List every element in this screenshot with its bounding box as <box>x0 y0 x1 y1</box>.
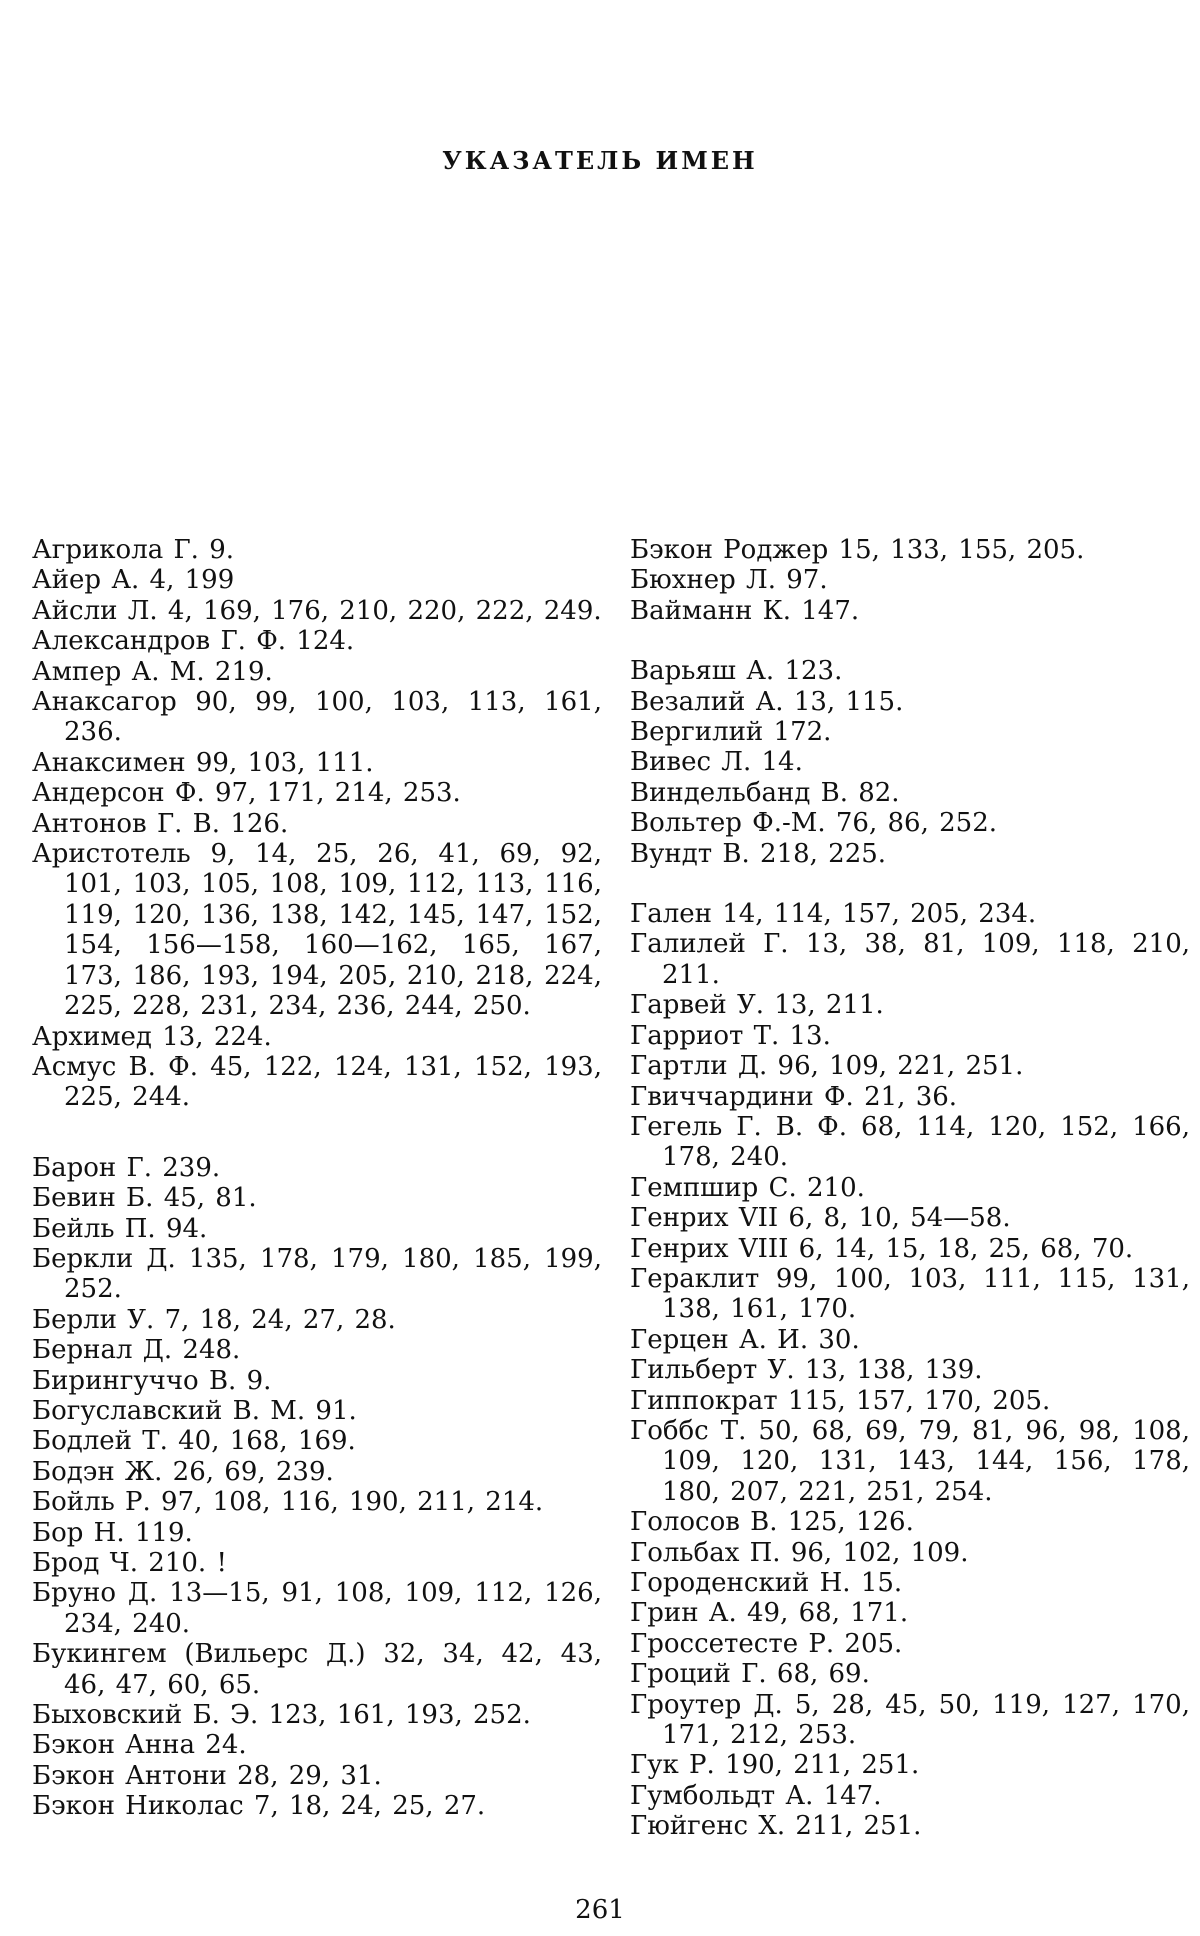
index-entry: Ампер А. М. 219. <box>32 656 273 687</box>
page-number: 261 <box>575 1895 625 1925</box>
index-entry: Богуславский В. М. 91. <box>32 1395 357 1426</box>
index-title: УКАЗАТЕЛЬ ИМЕН <box>442 146 758 175</box>
index-entry: Быховский Б. Э. 123, 161, 193, 252. <box>32 1700 531 1731</box>
index-entry: Галилей Г. 13, 38, 81, 109, 118, 210, 211. <box>630 929 1190 990</box>
index-entry: Бодлей Т. 40, 168, 169. <box>32 1426 356 1457</box>
index-entry: Бернал Д. 248. <box>32 1335 241 1366</box>
index-entry: Александров Г. Ф. 124. <box>32 626 355 657</box>
index-column-left <box>32 535 602 1822</box>
index-entry: Гук Р. 190, 211, 251. <box>630 1750 920 1781</box>
index-entry: Генрих VIII 6, 14, 15, 18, 25, 68, 70. <box>630 1233 1134 1264</box>
index-entry: Бевин Б. 45, 81. <box>32 1183 257 1214</box>
index-entry: Гроутер Д. 5, 28, 45, 50, 119, 127, 170, 171, 212, 253. <box>630 1689 1190 1751</box>
index-entry: Голосов В. 125, 126. <box>630 1507 914 1538</box>
index-entry: Бейль П. 94. <box>32 1213 208 1244</box>
index-entry: Анаксагор 90, 99, 100, 103, 113, 161, 236. <box>32 687 602 748</box>
index-entry: Герцен А. И. 30. <box>630 1324 860 1355</box>
index-entry: Генрих VII 6, 8, 10, 54—58. <box>630 1203 1011 1234</box>
index-entry: Антонов Г. В. 126. <box>32 808 289 839</box>
index-entry: Бирингуччо В. 9. <box>32 1365 272 1396</box>
index-entry: Айсли Л. 4, 169, 176, 210, 220, 222, 249. <box>32 595 602 626</box>
index-entry: Вольтер Ф.-М. 76, 86, 252. <box>630 808 998 839</box>
index-entry: Гоббс Т. 50, 68, 69, 79, 81, 96, 98, 108, 109, 120, 131, 143, 144, 156, 178, 180, 207, 221, 251, 254. <box>630 1415 1190 1507</box>
index-entry: Архимед 13, 224. <box>32 1021 272 1052</box>
index-entry: Гален 14, 114, 157, 205, 234. <box>630 899 1037 930</box>
index-entry: Бэкон Анна 24. <box>32 1730 247 1761</box>
index-column-right <box>630 535 1190 1842</box>
index-entry: Гемпшир С. 210. <box>630 1172 865 1203</box>
index-entry: Гартли Д. 96, 109, 221, 251. <box>630 1051 1024 1082</box>
index-entry: Гвиччардини Ф. 21, 36. <box>630 1081 958 1112</box>
index-entry: Гиппократ 115, 157, 170, 205. <box>630 1385 1051 1416</box>
index-entry: Бэкон Антони 28, 29, 31. <box>32 1760 382 1791</box>
index-entry: Гарриот Т. 13. <box>630 1020 831 1051</box>
index-entry: Гроций Г. 68, 69. <box>630 1659 870 1690</box>
index-entry: Вундт В. 218, 225. <box>630 838 887 869</box>
index-entry: Берли У. 7, 18, 24, 27, 28. <box>32 1304 396 1335</box>
index-entry: Гроссетесте Р. 205. <box>630 1628 903 1659</box>
index-entry: Букингем (Вильерс Д.) 32, 34, 42, 43, 46, 47, 60, 65. <box>32 1639 602 1700</box>
index-entry: Бэкон Николас 7, 18, 24, 25, 27. <box>32 1791 486 1822</box>
index-entry: Андерсон Ф. 97, 171, 214, 253. <box>32 778 461 809</box>
index-entry: Бодэн Ж. 26, 69, 239. <box>32 1456 334 1487</box>
index-entry: Городенский Н. 15. <box>630 1568 903 1598</box>
index-entry: Гольбах П. 96, 102, 109. <box>630 1537 969 1568</box>
index-entry: Виндельбанд В. 82. <box>630 777 900 808</box>
index-entry: Брод Ч. 210. ! <box>32 1548 227 1578</box>
index-entry: Агрикола Г. 9. <box>32 535 235 565</box>
index-entry: Гераклит 99, 100, 103, 111, 115, 131, 138, 161, 170. <box>630 1263 1190 1325</box>
index-entry: Бор Н. 119. <box>32 1517 193 1548</box>
index-entry: Анаксимен 99, 103, 111. <box>32 747 374 778</box>
index-entry: Бойль Р. 97, 108, 116, 190, 211, 214. <box>32 1487 544 1518</box>
index-entry: Барон Г. 239. <box>32 1152 221 1183</box>
index-entry: Вайманн К. 147. <box>630 595 860 626</box>
index-entry: Бюхнер Л. 97. <box>630 565 828 596</box>
index-entry: Аристотель 9, 14, 25, 26, 41, 69, 92, 101, 103, 105, 108, 109, 112, 113, 116, 119, 120, 136, 138, 142, 145, 147, 152, 154, 156—158, 160—162, 165, 167, 173, 186, 193, 194, 205, 210, 218, 224, 225, 228, 231, 234, 236, 244, 250. <box>32 839 602 1022</box>
index-entry: Гарвей У. 13, 211. <box>630 990 884 1021</box>
index-entry: Бэкон Роджер 15, 133, 155, 205. <box>630 535 1085 565</box>
index-entry: Айер А. 4, 199 <box>32 565 235 596</box>
index-entry: Варьяш А. 123. <box>630 656 843 687</box>
index-entry: Гюйгенс Х. 211, 251. <box>630 1811 922 1842</box>
index-entry: Вивес Л. 14. <box>630 747 803 778</box>
index-entry: Вергилий 172. <box>630 717 832 748</box>
index-entry: Гильберт У. 13, 138, 139. <box>630 1355 983 1386</box>
index-entry: Гегель Г. В. Ф. 68, 114, 120, 152, 166, 178, 240. <box>630 1111 1190 1173</box>
index-entry: Грин А. 49, 68, 171. <box>630 1598 909 1629</box>
index-entry: Беркли Д. 135, 178, 179, 180, 185, 199, 252. <box>32 1243 602 1305</box>
index-entry: Бруно Д. 13—15, 91, 108, 109, 112, 126, 234, 240. <box>32 1578 602 1639</box>
index-entry: Асмус В. Ф. 45, 122, 124, 131, 152, 193, 225, 244. <box>32 1051 602 1113</box>
index-entry: Гумбольдт А. 147. <box>630 1780 882 1811</box>
index-entry: Везалий А. 13, 115. <box>630 686 904 717</box>
